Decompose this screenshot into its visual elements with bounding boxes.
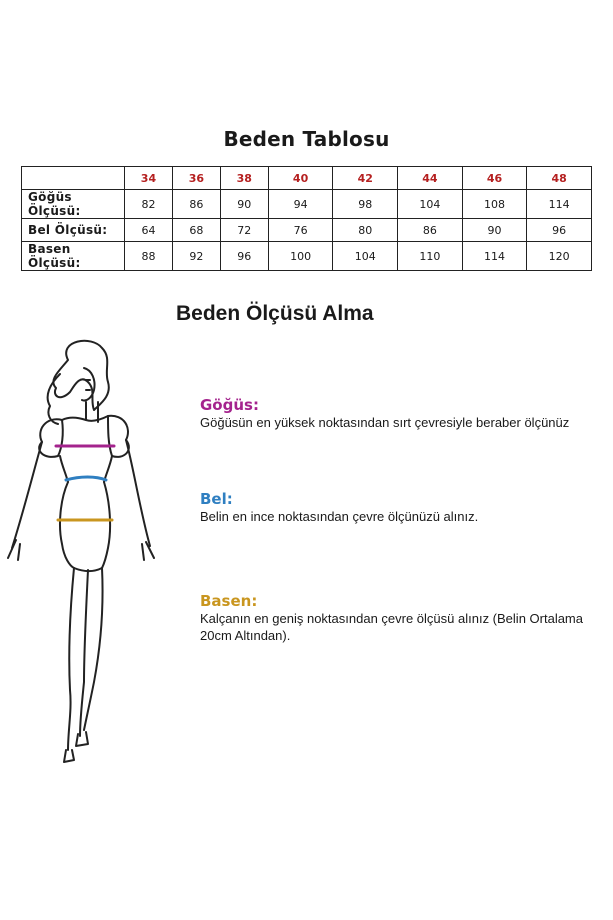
size-header: 38 <box>220 167 268 190</box>
measure-basen-title: Basen: <box>200 592 258 610</box>
table-cell: 94 <box>268 190 333 219</box>
size-header: 42 <box>333 167 398 190</box>
table-cell: 90 <box>462 219 527 242</box>
table-row <box>22 242 592 271</box>
table-cell: 80 <box>333 219 398 242</box>
row-label: Bel Ölçüsü: <box>22 219 125 242</box>
table-row <box>22 219 592 242</box>
table-cell: 96 <box>527 219 592 242</box>
size-header-row <box>22 167 592 190</box>
table-cell: 90 <box>220 190 268 219</box>
table-cell: 68 <box>172 219 220 242</box>
page-title: Beden Tablosu <box>223 127 390 151</box>
table-cell: 98 <box>333 190 398 219</box>
measure-basen-desc: Kalçanın en geniş noktasından çevre ölçüsü alınız (Belin Ortalama 20cm Altından). <box>200 611 583 643</box>
size-header: 34 <box>125 167 173 190</box>
measure-bel-title: Bel: <box>200 490 233 508</box>
table-cell: 104 <box>398 190 463 219</box>
table-cell: 110 <box>398 242 463 271</box>
table-cell: 86 <box>398 219 463 242</box>
measure-basen-block <box>200 592 605 644</box>
size-header: 48 <box>527 167 592 190</box>
measure-bel-desc: Belin en ince noktasından çevre ölçünüzü alınız. <box>200 509 479 524</box>
table-cell: 114 <box>527 190 592 219</box>
table-cell: 86 <box>172 190 220 219</box>
woman-figure-illustration <box>0 330 200 770</box>
table-cell: 120 <box>527 242 592 271</box>
size-header: 36 <box>172 167 220 190</box>
row-label: Basen Ölçüsü: <box>22 242 125 271</box>
row-label: Göğüs Ölçüsü: <box>22 190 125 219</box>
section-subtitle: Beden Ölçüsü Alma <box>176 302 374 325</box>
measure-gogus-desc: Göğüsün en yüksek noktasından sırt çevresiyle beraber ölçünüz <box>200 415 570 430</box>
table-cell: 108 <box>462 190 527 219</box>
size-chart-table <box>21 166 592 271</box>
table-cell: 114 <box>462 242 527 271</box>
measure-bel-block <box>200 490 605 525</box>
table-cell: 76 <box>268 219 333 242</box>
table-cell: 64 <box>125 219 173 242</box>
size-header: 40 <box>268 167 333 190</box>
table-cell: 88 <box>125 242 173 271</box>
size-header: 46 <box>462 167 527 190</box>
corner-cell <box>22 167 125 190</box>
table-row <box>22 190 592 219</box>
table-cell: 104 <box>333 242 398 271</box>
table-cell: 82 <box>125 190 173 219</box>
measure-gogus-block <box>200 396 605 431</box>
measure-gogus-title: Göğüs: <box>200 396 259 414</box>
table-cell: 92 <box>172 242 220 271</box>
table-cell: 100 <box>268 242 333 271</box>
table-cell: 72 <box>220 219 268 242</box>
size-header: 44 <box>398 167 463 190</box>
table-cell: 96 <box>220 242 268 271</box>
